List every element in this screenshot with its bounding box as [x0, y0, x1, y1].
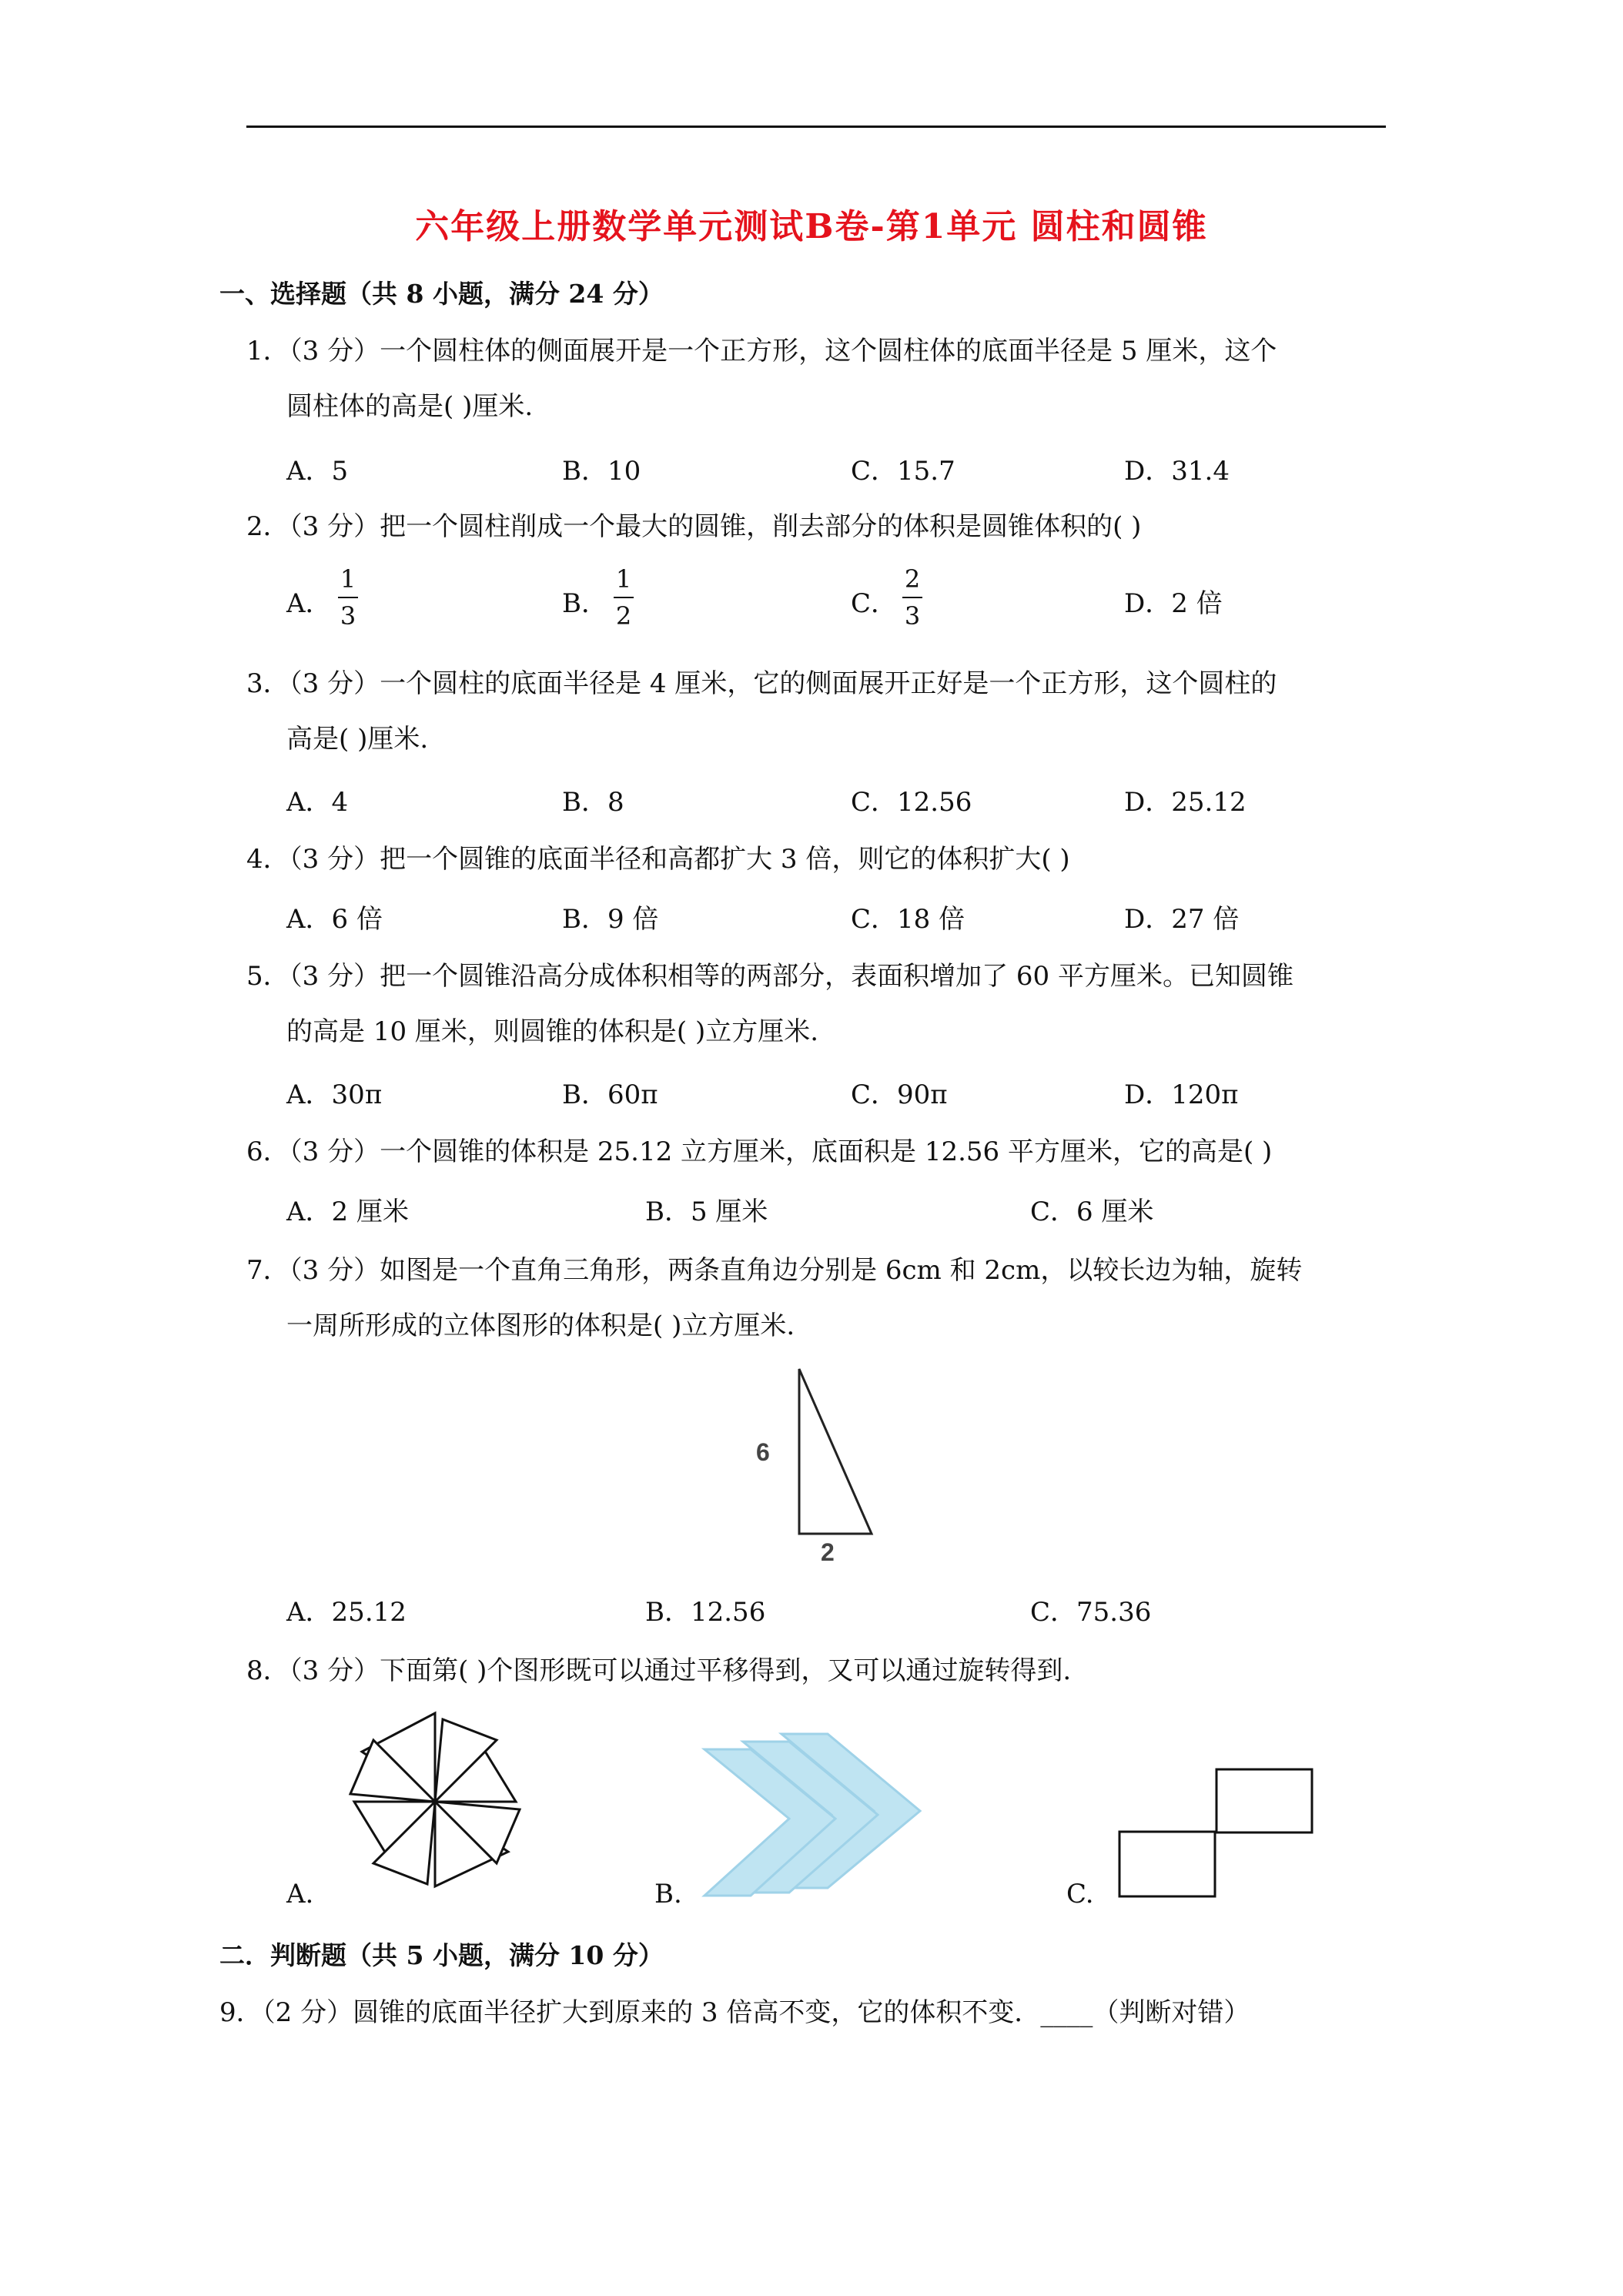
- q2-fraction-a: [333, 564, 363, 631]
- fraction-denominator: 3: [340, 601, 356, 631]
- question-8-line-1: 8．（3 分）下面第( )个图形既可以通过平移得到，又可以通过旋转得到.: [246, 1655, 1072, 1686]
- question-1-line-1: 1．（3 分）一个圆柱体的侧面展开是一个正方形，这个圆柱体的底面半径是 5 厘米，这个: [246, 336, 1277, 366]
- right-triangle-figure: [785, 1363, 901, 1548]
- q2-option-a[interactable]: A．: [286, 588, 332, 619]
- q1-option-a[interactable]: A．5: [286, 456, 349, 487]
- q3-option-d[interactable]: D．25.12: [1124, 787, 1247, 818]
- question-1-line-2: 圆柱体的高是( )厘米.: [286, 391, 534, 422]
- q4-option-c[interactable]: C．18 倍: [851, 904, 965, 935]
- question-9-line-1: 9．（2 分）圆锥的底面半径扩大到原来的 3 倍高不变，它的体积不变．____（判断对错）: [219, 1997, 1250, 2028]
- q8-option-c[interactable]: C.: [1066, 1879, 1094, 1909]
- q2-option-c[interactable]: C．: [851, 588, 898, 619]
- q6-option-b[interactable]: B．5 厘米: [645, 1197, 768, 1227]
- q7-option-a[interactable]: A．25.12: [286, 1597, 407, 1628]
- q4-option-a[interactable]: A．6 倍: [286, 904, 383, 935]
- fraction-denominator: 3: [904, 601, 921, 631]
- page-title: 六年级上册数学单元测试B卷-第1单元 圆柱和圆锥: [415, 207, 1208, 246]
- section-heading-judgment: 二．判断题（共 5 小题，满分 10 分）: [219, 1940, 664, 1970]
- q6-option-c[interactable]: C．6 厘米: [1030, 1197, 1154, 1227]
- question-6-line-1: 6．（3 分）一个圆锥的体积是 25.12 立方厘米，底面积是 12.56 平方厘米，它的高是( ): [246, 1136, 1273, 1167]
- q2-fraction-c: [897, 564, 928, 631]
- q6-option-a[interactable]: A．2 厘米: [286, 1197, 409, 1227]
- q4-option-b[interactable]: B．9 倍: [562, 904, 659, 935]
- q8-option-a[interactable]: A.: [286, 1879, 314, 1909]
- question-4-line-1: 4．（3 分）把一个圆锥的底面半径和高都扩大 3 倍，则它的体积扩大( ): [246, 844, 1070, 875]
- q1-option-d[interactable]: D．31.4: [1124, 456, 1230, 487]
- question-3-line-1: 3．（3 分）一个圆柱的底面半径是 4 厘米，它的侧面展开正好是一个正方形，这个圆柱的: [246, 668, 1277, 699]
- q5-option-d[interactable]: D．120π: [1124, 1079, 1239, 1110]
- chevron-figure: [697, 1725, 943, 1902]
- rectangles-figure: [1116, 1767, 1324, 1906]
- question-7-line-2: 一周所形成的立体图形的体积是( )立方厘米.: [286, 1310, 795, 1341]
- header-rule: [246, 126, 1386, 128]
- q3-option-a[interactable]: A．4: [286, 787, 349, 818]
- fraction-numerator: 2: [904, 564, 921, 594]
- fraction-numerator: 1: [340, 564, 356, 594]
- question-5-line-1: 5．（3 分）把一个圆锥沿高分成体积相等的两部分，表面积增加了 60 平方厘米。已知圆锥: [246, 961, 1293, 992]
- q1-option-b[interactable]: B．10: [562, 456, 641, 487]
- q2-option-b[interactable]: B．: [562, 588, 607, 619]
- q7-option-b[interactable]: B．12.56: [645, 1597, 766, 1628]
- q3-option-b[interactable]: B．8: [562, 787, 624, 818]
- triangle-height-label: 6: [756, 1438, 770, 1466]
- q4-option-d[interactable]: D．27 倍: [1124, 904, 1240, 935]
- q5-option-b[interactable]: B．60π: [562, 1079, 658, 1110]
- question-3-line-2: 高是( )厘米.: [286, 724, 429, 755]
- q3-option-c[interactable]: C．12.56: [851, 787, 972, 818]
- question-7-line-1: 7．（3 分）如图是一个直角三角形，两条直角边分别是 6cm 和 2cm，以较长边为轴，旋转: [246, 1255, 1303, 1286]
- question-5-line-2: 的高是 10 厘米，则圆锥的体积是( )立方厘米.: [286, 1016, 819, 1047]
- q2-option-d[interactable]: D．2 倍: [1124, 588, 1223, 619]
- triangle-base-label: 2: [821, 1538, 835, 1566]
- pinwheel-figure: [331, 1705, 547, 1898]
- section-heading-choice: 一、选择题（共 8 小题，满分 24 分）: [219, 279, 664, 309]
- q5-option-c[interactable]: C．90π: [851, 1079, 948, 1110]
- q5-option-a[interactable]: A．30π: [286, 1079, 383, 1110]
- q1-option-c[interactable]: C．15.7: [851, 456, 955, 487]
- fraction-denominator: 2: [615, 601, 632, 631]
- q7-option-c[interactable]: C．75.36: [1030, 1597, 1152, 1628]
- fraction-numerator: 1: [615, 564, 632, 594]
- q2-fraction-b: [608, 564, 639, 631]
- q8-option-b[interactable]: B.: [654, 1879, 682, 1909]
- question-2-line-1: 2．（3 分）把一个圆柱削成一个最大的圆锥，削去部分的体积是圆锥体积的( ): [246, 511, 1142, 542]
